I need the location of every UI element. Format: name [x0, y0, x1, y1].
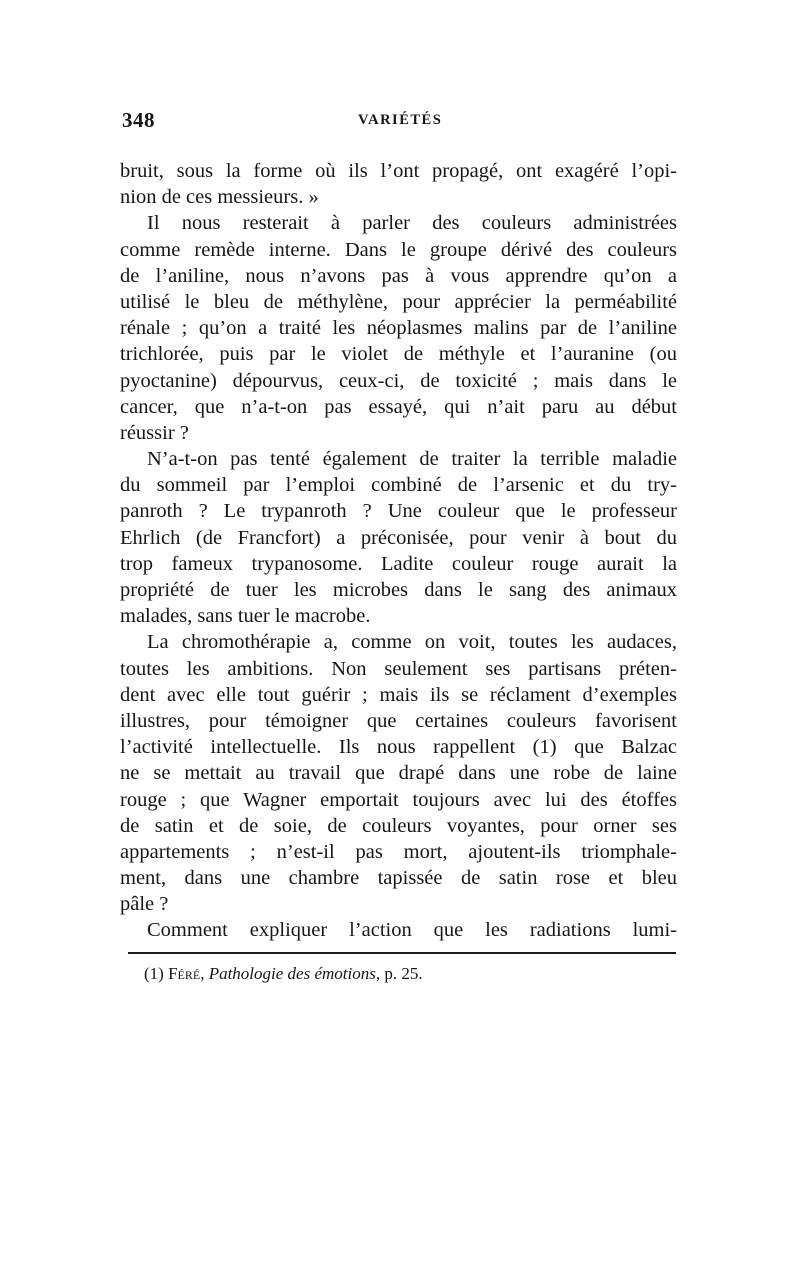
footnote-page-ref: p. 25.: [384, 963, 423, 983]
text-line: dent avec elle tout guérir ; mais ils se réclament d’exemples: [120, 683, 677, 706]
text-line: rénale ; qu’on a traité les néoplasmes malins par de l’aniline: [120, 317, 677, 340]
text-line: La chromothérapie a, comme on voit, toutes les audaces,: [147, 631, 677, 654]
text-line: malades, sans tuer le macrobe.: [120, 605, 371, 628]
text-line: bruit, sous la forme où ils l’ont propagé, ont exagéré l’opi-: [120, 160, 677, 182]
text-line: du sommeil par l’emploi combiné de l’arsenic et du try-: [120, 474, 677, 497]
text-line: ne se mettait au travail que drapé dans une robe de laine: [120, 762, 677, 785]
text-line: pâle ?: [120, 893, 169, 916]
text-line: de satin et de soie, de couleurs voyantes, pour orner ses: [120, 814, 677, 837]
text-line: propriété de tuer les microbes dans le sang des animaux: [120, 579, 677, 601]
text-line: panroth ? Le trypanroth ? Une couleur que le professeur: [120, 500, 677, 523]
footnote-rule: [128, 952, 676, 954]
text-line: toutes les ambitions. Non seulement ses partisans préten-: [120, 657, 677, 680]
page-header: [120, 108, 677, 148]
text-line: ment, dans une chambre tapissée de satin rose et bleu: [120, 867, 677, 890]
text-line: Ehrlich (de Francfort) a préconisée, pour venir à bout du: [120, 526, 677, 549]
text-line: appartements ; n’est-il pas mort, ajoutent-ils triomphale-: [120, 840, 677, 863]
text-line: nion de ces messieurs. »: [120, 186, 319, 209]
text-line: trichlorée, puis par le violet de méthyle et l’auranine (ou: [120, 343, 677, 366]
text-line: réussir ?: [120, 421, 189, 444]
body-text: [120, 158, 677, 944]
text-line: Il nous resterait à parler des couleurs administrées: [147, 212, 677, 235]
footnote-marker: (1): [144, 963, 164, 983]
footnote: [144, 964, 677, 984]
text-line: N’a-t-on pas tenté également de traiter la terrible maladie: [147, 448, 677, 471]
footnote-title: Pathologie des émotions,: [208, 963, 381, 983]
text-line: trop fameux trypanosome. Ladite couleur rouge aurait la: [120, 552, 677, 575]
text-line: illustres, pour témoigner que certaines couleurs favorisent: [120, 709, 677, 732]
running-head: VARIÉTÉS: [358, 112, 443, 128]
text-line: comme remède interne. Dans le groupe dérivé des couleurs: [120, 238, 677, 261]
book-page: [120, 108, 677, 984]
text-line: l’activité intellectuelle. Ils nous rappellent (1) que Balzac: [120, 736, 677, 759]
text-line: utilisé le bleu de méthylène, pour apprécier la perméabilité: [120, 290, 677, 313]
text-line: rouge ; que Wagner emportait toujours avec lui des étoffes: [120, 788, 677, 811]
text-line: cancer, que n’a-t-on pas essayé, qui n’ait paru au début: [120, 395, 677, 418]
page-number: 348: [122, 108, 155, 132]
text-line: Comment expliquer l’action que les radiations lumi-: [147, 919, 677, 942]
text-line: pyoctanine) dépourvus, ceux-ci, de toxicité ; mais dans le: [120, 369, 677, 392]
footnote-author: Féré,: [168, 963, 205, 983]
text-line: de l’aniline, nous n’avons pas à vous apprendre qu’on a: [120, 264, 677, 287]
